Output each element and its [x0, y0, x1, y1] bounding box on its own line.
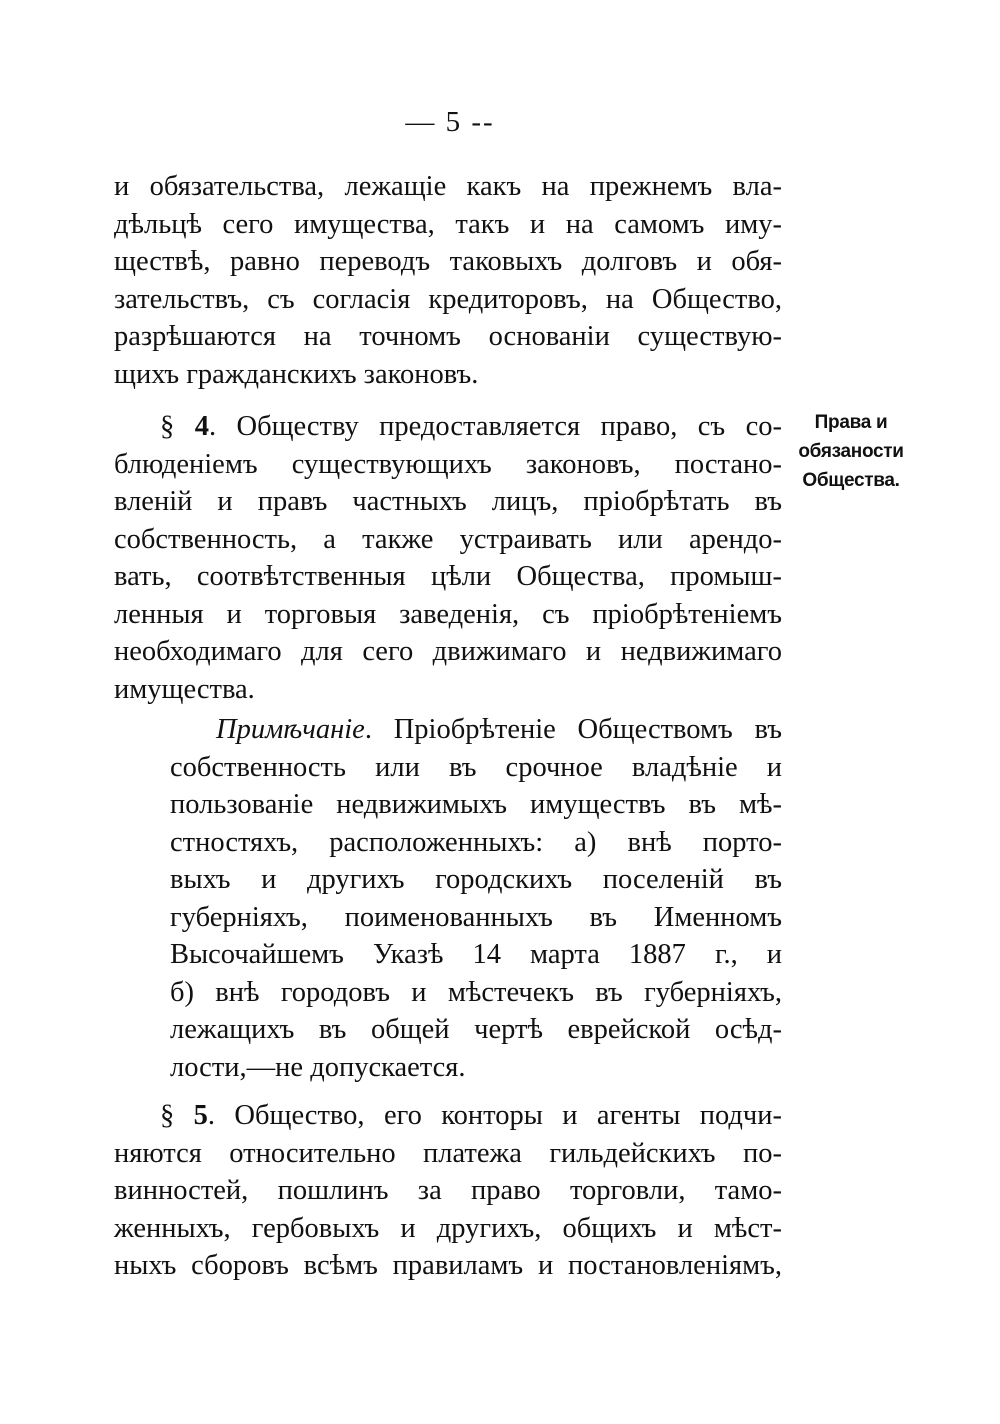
margin-note-line: Права и: [814, 412, 888, 433]
text-line: . Пріобрѣтеніе Обществомъ въ: [364, 714, 782, 745]
margin-note-line: Общества.: [802, 470, 900, 491]
section-sign: §: [160, 411, 175, 442]
text-line: имущества.: [114, 673, 255, 705]
text-line: вленій и правъ частныхъ лицъ, пріобрѣтать въ: [114, 486, 782, 517]
text-line: дѣльцѣ сего имущества, такъ и на самомъ иму-: [114, 208, 782, 240]
text-line: ленныя и торговыя заведенія, съ пріобрѣтеніемъ: [114, 598, 782, 630]
text-line: . Обществу предоставляется право, съ со-: [208, 411, 782, 442]
text-line: б) внѣ городовъ и мѣстечекъ въ губерніяхъ,: [170, 976, 782, 1008]
text-line: необходимаго для сего движимаго и недвижимаго: [114, 636, 782, 667]
margin-note-line: обязаности: [798, 441, 904, 462]
note-label: Примѣчаніе: [216, 714, 365, 745]
section-5-first-line: [114, 1097, 782, 1135]
text-line: выхъ и другихъ городскихъ поселеній въ: [170, 864, 782, 895]
text-line: губерніяхъ, поименованныхъ въ Именномъ: [170, 901, 782, 933]
text-line: и обязательства, лежащіе какъ на прежнемъ вла-: [114, 171, 782, 202]
text-line: Высочайшемъ Указѣ 14 марта 1887 г., и: [170, 939, 782, 970]
note-paragraph: [170, 711, 782, 1086]
margin-note: [796, 408, 906, 495]
note-first-line: [170, 711, 782, 749]
text-line: ныхъ сборовъ всѣмъ правиламъ и постановленіямъ,: [114, 1250, 782, 1281]
text-line: винностей, пошлинъ за право торговли, тамо-: [114, 1175, 782, 1206]
text-line: стностяхъ, расположенныхъ: а) внѣ порто-: [170, 826, 782, 858]
section-4-paragraph: [114, 408, 782, 708]
text-line: разрѣшаются на точномъ основаніи существую-: [114, 321, 782, 352]
text-line: вать, соотвѣтственныя цѣли Общества, промыш-: [114, 561, 782, 592]
text-line: няются относительно платежа гильдейскихъ по-: [114, 1137, 782, 1169]
text-line: ществѣ, равно переводъ таковыхъ долговъ и обя-: [114, 246, 782, 277]
text-line: пользованіе недвижимыхъ имуществъ въ мѣ-: [170, 789, 782, 820]
text-line: блюденіемъ существующихъ законовъ, постано-: [114, 448, 782, 480]
section-number: 5: [193, 1100, 208, 1131]
text-line: щихъ гражданскихъ законовъ.: [114, 358, 479, 390]
text-line: зательствъ, съ согласія кредиторовъ, на Общество,: [114, 283, 782, 315]
text-line: лости,—не допускается.: [170, 1051, 466, 1083]
section-4-first-line: [114, 408, 782, 446]
text-line: . Общество, его конторы и агенты подчи-: [207, 1100, 783, 1131]
page-number: — 5 --: [405, 106, 495, 138]
continuation-paragraph: [114, 168, 782, 393]
text-line: собственность или въ срочное владѣніе и: [170, 751, 782, 783]
text-line: лежащихъ въ общей чертѣ еврейской осѣд-: [170, 1014, 782, 1045]
section-number: 4: [194, 411, 209, 442]
text-line: женныхъ, гербовыхъ и другихъ, общихъ и мѣст-: [114, 1212, 782, 1244]
text-line: собственность, а также устраивать или арендо-: [114, 523, 782, 555]
section-sign: §: [160, 1100, 175, 1131]
section-5-paragraph: [114, 1097, 782, 1285]
